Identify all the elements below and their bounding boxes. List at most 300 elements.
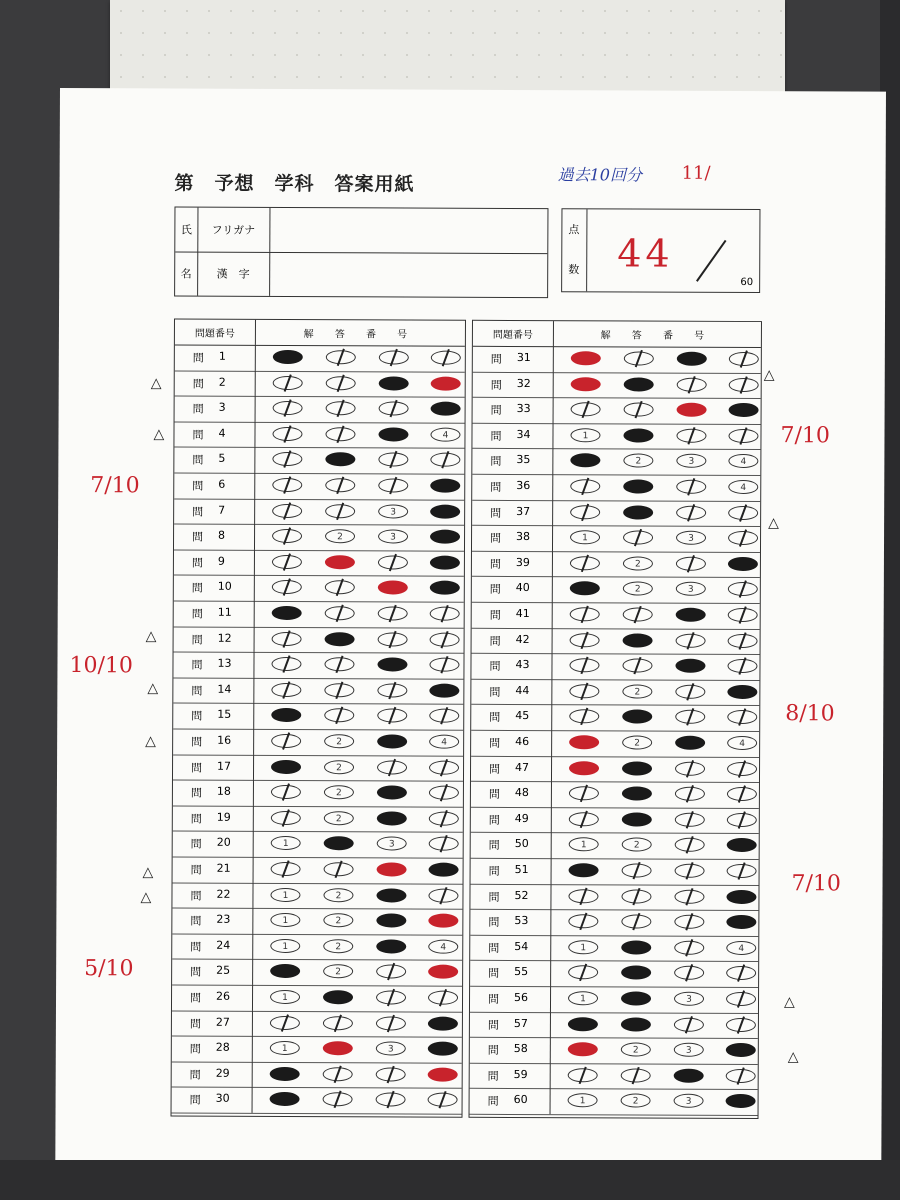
answer-bubble-4[interactable] <box>428 1016 458 1030</box>
answer-bubble-3[interactable] <box>675 761 705 775</box>
answer-bubble-4[interactable] <box>726 915 756 929</box>
answer-bubble-3[interactable] <box>675 864 705 878</box>
answer-bubble-1[interactable] <box>569 812 599 826</box>
answer-bubble-3[interactable] <box>378 581 408 595</box>
answer-bubble-3[interactable] <box>676 428 706 442</box>
answer-bubble-1[interactable] <box>271 760 301 774</box>
answer-bubble-3[interactable] <box>677 377 707 391</box>
answer-bubble-3[interactable]: 3 <box>376 1042 406 1056</box>
answer-bubble-2[interactable]: 2 <box>323 965 353 979</box>
answer-bubble-4[interactable] <box>726 1018 756 1032</box>
question-prefix: 問 <box>490 429 502 443</box>
answer-bubble-3[interactable] <box>675 838 705 852</box>
answer-bubble-4[interactable] <box>429 786 459 800</box>
answer-bubble-3[interactable]: 3 <box>378 530 408 544</box>
answer-bubble-3[interactable] <box>376 1067 406 1081</box>
answer-bubble-3[interactable] <box>674 940 704 954</box>
answer-bubble-1[interactable] <box>568 1042 598 1056</box>
question-number: 24 <box>216 938 231 952</box>
answer-bubble-2[interactable] <box>326 350 356 364</box>
answer-bubble-4[interactable] <box>430 479 460 493</box>
answer-bubble-3[interactable] <box>377 811 407 825</box>
question-prefix: 問 <box>191 581 203 596</box>
answer-bubble-4[interactable] <box>428 1067 458 1081</box>
answer-bubble-4[interactable] <box>727 813 757 827</box>
answer-bubble-2[interactable] <box>325 632 355 646</box>
answer-row <box>174 498 464 526</box>
answer-bubble-3[interactable] <box>676 633 706 647</box>
answer-bubble-4[interactable] <box>727 787 757 801</box>
answer-bubble-2[interactable] <box>325 478 355 492</box>
answer-bubble-1[interactable]: 1 <box>570 428 600 442</box>
answer-bubble-2[interactable] <box>621 1017 651 1031</box>
answer-bubble-3[interactable] <box>377 709 407 723</box>
question-cell <box>472 423 553 449</box>
answer-bubble-4[interactable] <box>428 888 458 902</box>
answer-bubble-1[interactable] <box>570 556 600 570</box>
answer-bubble-2[interactable] <box>622 659 652 673</box>
triangle-mark: △ <box>142 864 154 881</box>
answer-bubble-1[interactable] <box>272 555 302 569</box>
answer-bubble-4[interactable] <box>728 634 758 648</box>
answer-bubble-2[interactable] <box>324 862 354 876</box>
answer-bubble-2[interactable] <box>623 633 653 647</box>
answer-bubble-1[interactable] <box>570 505 600 519</box>
answer-bubble-2[interactable] <box>621 966 651 980</box>
answer-bubble-3[interactable]: 3 <box>676 454 706 468</box>
answer-bubble-2[interactable]: 2 <box>324 734 354 748</box>
answer-bubble-4[interactable] <box>729 403 759 417</box>
question-number: 26 <box>216 989 231 1003</box>
answer-bubble-2[interactable] <box>623 428 653 442</box>
answer-bubble-4[interactable] <box>430 504 460 518</box>
answer-row <box>473 346 761 374</box>
answer-bubble-2[interactable] <box>325 504 355 518</box>
answer-bubble-3[interactable] <box>378 453 408 467</box>
answer-bubble-4[interactable] <box>430 581 460 595</box>
answer-bubble-1[interactable]: 1 <box>568 1094 598 1108</box>
answer-bubble-4[interactable] <box>428 965 458 979</box>
answer-sheet <box>55 88 886 1164</box>
question-cell <box>172 984 253 1010</box>
answer-bubble-2[interactable] <box>622 761 652 775</box>
answer-bubble-4[interactable] <box>428 914 458 928</box>
question-number: 25 <box>216 964 231 978</box>
question-number: 30 <box>215 1092 230 1106</box>
answer-bubble-2[interactable]: 2 <box>622 735 652 749</box>
answer-bubble-1[interactable] <box>569 658 599 672</box>
answer-bubble-1[interactable] <box>569 710 599 724</box>
answer-bubble-1[interactable] <box>571 402 601 416</box>
answer-bubble-1[interactable] <box>570 582 600 596</box>
answer-bubble-3[interactable] <box>675 736 705 750</box>
answer-bubble-3[interactable] <box>378 606 408 620</box>
answer-bubble-2[interactable] <box>323 1041 353 1055</box>
answer-bubble-4[interactable] <box>727 685 757 699</box>
answer-bubble-4[interactable] <box>728 429 758 443</box>
answer-bubble-3[interactable]: 3 <box>378 504 408 518</box>
answer-bubble-4[interactable] <box>430 530 460 544</box>
answer-bubble-4[interactable] <box>726 890 756 904</box>
answer-bubble-3[interactable] <box>674 889 704 903</box>
question-cell <box>173 703 254 729</box>
answer-bubble-4[interactable] <box>726 1094 756 1108</box>
answer-bubble-4[interactable] <box>431 402 461 416</box>
answer-bubble-4[interactable] <box>430 555 460 569</box>
answer-bubble-4[interactable] <box>429 658 459 672</box>
question-number: 34 <box>516 427 531 441</box>
answer-bubble-1[interactable] <box>569 684 599 698</box>
answer-bubble-1[interactable]: 1 <box>270 990 300 1004</box>
answer-bubble-3[interactable]: 3 <box>674 992 704 1006</box>
answer-row <box>471 781 759 809</box>
answer-bubble-2[interactable] <box>325 606 355 620</box>
answer-bubble-2[interactable] <box>323 1067 353 1081</box>
answer-bubble-1[interactable] <box>270 1067 300 1081</box>
answer-bubble-1[interactable] <box>568 1017 598 1031</box>
answer-row <box>473 371 761 399</box>
answer-bubble-4[interactable] <box>429 683 459 697</box>
answer-bubble-4[interactable] <box>430 607 460 621</box>
question-number: 12 <box>217 631 232 645</box>
question-prefix: 問 <box>488 890 500 904</box>
answer-bubble-3[interactable] <box>675 787 705 801</box>
answer-bubble-4[interactable] <box>726 992 756 1006</box>
answer-bubble-1[interactable] <box>571 377 601 391</box>
question-prefix: 問 <box>190 837 202 852</box>
answer-bubble-4[interactable] <box>727 838 757 852</box>
answer-bubble-2[interactable]: 2 <box>621 1043 651 1057</box>
answer-bubble-1[interactable] <box>271 708 301 722</box>
answer-bubble-3[interactable] <box>675 659 705 673</box>
answer-bubble-3[interactable] <box>376 965 406 979</box>
answer-bubble-4[interactable] <box>726 1043 756 1057</box>
answer-bubble-4[interactable]: 4 <box>728 480 758 494</box>
answer-bubble-3[interactable] <box>677 403 707 417</box>
answer-bubble-1[interactable] <box>272 427 302 441</box>
answer-bubble-1[interactable] <box>270 1092 300 1106</box>
answer-bubble-3[interactable] <box>378 478 408 492</box>
answer-bubble-4[interactable] <box>729 378 759 392</box>
question-number: 56 <box>514 990 529 1005</box>
question-number: 31 <box>516 350 531 365</box>
question-prefix: 問 <box>191 607 203 621</box>
answer-bubble-1[interactable] <box>568 1068 598 1082</box>
answer-bubble-4[interactable]: 4 <box>727 736 757 750</box>
answer-row <box>172 1010 462 1038</box>
answer-bubble-1[interactable] <box>568 914 598 928</box>
answer-bubble-4[interactable] <box>727 762 757 776</box>
answer-bubble-1[interactable] <box>570 607 600 621</box>
answer-bubble-3[interactable]: 3 <box>676 531 706 545</box>
question-cell <box>173 780 254 806</box>
answer-bubble-3[interactable]: 3 <box>377 837 407 851</box>
question-cell <box>472 474 553 500</box>
answer-bubble-3[interactable] <box>377 734 407 748</box>
answer-bubble-3[interactable]: 3 <box>674 1094 704 1108</box>
question-number: 10 <box>217 580 232 594</box>
answer-bubble-1[interactable] <box>272 606 302 620</box>
answer-bubble-1[interactable]: 1 <box>270 1041 300 1055</box>
answer-bubble-2[interactable] <box>621 991 651 1005</box>
answer-bubble-4[interactable] <box>431 376 461 390</box>
answer-bubble-2[interactable] <box>621 940 651 954</box>
answer-bubble-4[interactable] <box>728 557 758 571</box>
answer-bubble-4[interactable] <box>728 506 758 520</box>
answer-bubble-2[interactable] <box>624 377 654 391</box>
answer-bubble-2[interactable] <box>622 812 652 826</box>
answer-bubble-2[interactable] <box>621 1068 651 1082</box>
answer-bubble-1[interactable]: 1 <box>568 940 598 954</box>
answer-row <box>173 780 463 808</box>
answer-bubble-2[interactable] <box>324 709 354 723</box>
answer-bubble-1[interactable] <box>569 863 599 877</box>
answer-bubble-1[interactable] <box>569 761 599 775</box>
answer-bubble-2[interactable] <box>324 837 354 851</box>
answer-bubble-1[interactable]: 1 <box>270 888 300 902</box>
answer-bubble-2[interactable] <box>325 453 355 467</box>
answer-bubble-1[interactable]: 1 <box>271 836 301 850</box>
answer-bubble-4[interactable] <box>728 531 758 545</box>
answer-bubble-2[interactable] <box>623 505 653 519</box>
answer-bubble-1[interactable] <box>273 401 303 415</box>
answer-bubble-3[interactable] <box>377 658 407 672</box>
answer-row <box>472 551 760 579</box>
answer-bubble-2[interactable]: 2 <box>324 760 354 774</box>
question-prefix: 問 <box>190 914 202 928</box>
answer-bubble-2[interactable] <box>621 889 651 903</box>
answer-bubble-1[interactable] <box>569 786 599 800</box>
score-value: 44 <box>617 231 674 276</box>
question-header: 問題番号 <box>473 321 554 346</box>
answer-bubble-3[interactable] <box>676 505 706 519</box>
answer-bubble-1[interactable] <box>272 504 302 518</box>
answer-bubble-2[interactable] <box>623 607 653 621</box>
answer-bubble-3[interactable] <box>377 683 407 697</box>
answer-bubble-3[interactable] <box>675 710 705 724</box>
answer-bubble-3[interactable] <box>377 760 407 774</box>
answer-bubble-4[interactable] <box>430 453 460 467</box>
answer-bubble-2[interactable] <box>621 915 651 929</box>
answer-bubble-3[interactable] <box>677 352 707 366</box>
answer-bubble-4[interactable] <box>430 632 460 646</box>
answer-bubble-1[interactable] <box>272 478 302 492</box>
answer-bubble-2[interactable] <box>323 990 353 1004</box>
name-label-bottom: 名 <box>175 252 198 296</box>
question-cell <box>173 805 254 831</box>
answer-bubble-3[interactable] <box>376 914 406 928</box>
question-cell <box>173 754 254 780</box>
question-prefix: 問 <box>488 839 500 853</box>
answer-bubble-3[interactable] <box>674 1017 704 1031</box>
answer-bubble-1[interactable]: 1 <box>270 913 300 927</box>
answer-bubble-3[interactable] <box>675 684 705 698</box>
answer-bubble-2[interactable] <box>326 401 356 415</box>
answer-bubble-3[interactable] <box>376 939 406 953</box>
answer-bubble-3[interactable]: 3 <box>674 1043 704 1057</box>
answer-bubble-1[interactable] <box>271 862 301 876</box>
answer-bubble-4[interactable] <box>431 351 461 365</box>
question-cell <box>470 883 551 909</box>
answer-bubble-3[interactable] <box>376 1016 406 1030</box>
answer-bubble-2[interactable] <box>325 555 355 569</box>
answer-bubble-4[interactable]: 4 <box>726 941 756 955</box>
answer-bubble-1[interactable]: 1 <box>270 939 300 953</box>
answer-bubble-1[interactable] <box>570 633 600 647</box>
answer-row <box>172 959 462 987</box>
answer-bubble-4[interactable] <box>429 811 459 825</box>
answer-bubble-1[interactable]: 1 <box>569 838 599 852</box>
answer-bubble-4[interactable] <box>429 837 459 851</box>
question-prefix: 問 <box>488 941 500 955</box>
question-prefix: 問 <box>488 916 500 930</box>
answer-bubble-3[interactable] <box>376 990 406 1004</box>
answer-bubble-4[interactable]: 4 <box>429 735 459 749</box>
answer-bubble-2[interactable] <box>624 351 654 365</box>
answer-bubble-4[interactable] <box>727 710 757 724</box>
answer-bubble-3[interactable] <box>376 888 406 902</box>
answer-bubble-2[interactable] <box>623 479 653 493</box>
answer-bubble-4[interactable] <box>728 608 758 622</box>
answer-bubble-3[interactable] <box>376 1093 406 1107</box>
answer-bubble-3[interactable] <box>379 350 409 364</box>
answer-bubble-2[interactable]: 2 <box>324 785 354 799</box>
answer-bubble-2[interactable]: 2 <box>323 939 353 953</box>
answer-bubble-1[interactable] <box>271 811 301 825</box>
answer-row <box>173 831 463 859</box>
question-cell <box>173 652 254 678</box>
answer-row <box>471 832 759 860</box>
answer-bubble-2[interactable] <box>325 581 355 595</box>
question-number: 18 <box>216 784 231 798</box>
answer-bubble-2[interactable] <box>623 531 653 545</box>
answer-bubble-1[interactable] <box>270 1016 300 1030</box>
answer-bubble-2[interactable] <box>324 683 354 697</box>
answer-bubble-4[interactable] <box>428 1093 458 1107</box>
answer-bubble-1[interactable] <box>571 351 601 365</box>
answer-bubble-3[interactable] <box>378 555 408 569</box>
answer-bubble-1[interactable]: 1 <box>570 530 600 544</box>
answer-bubble-2[interactable] <box>624 403 654 417</box>
answer-bubble-1[interactable] <box>570 454 600 468</box>
answer-bubble-3[interactable] <box>378 427 408 441</box>
question-cell <box>472 525 553 551</box>
answer-bubble-2[interactable] <box>325 427 355 441</box>
answer-row <box>174 549 464 577</box>
answer-bubble-2[interactable] <box>323 1016 353 1030</box>
answer-row <box>470 960 758 988</box>
answer-bubble-2[interactable]: 2 <box>623 582 653 596</box>
answer-bubble-4[interactable] <box>429 709 459 723</box>
answer-bubble-3[interactable] <box>379 402 409 416</box>
answer-bubble-3[interactable] <box>674 1068 704 1082</box>
answer-bubble-1[interactable] <box>272 580 302 594</box>
answer-bubble-4[interactable] <box>727 659 757 673</box>
answer-bubble-1[interactable] <box>273 350 303 364</box>
answer-bubble-4[interactable] <box>429 863 459 877</box>
answer-bubble-1[interactable] <box>568 889 598 903</box>
answer-bubble-4[interactable] <box>728 582 758 596</box>
answer-bubble-2[interactable]: 2 <box>623 454 653 468</box>
answer-header: 解 答 番 号 <box>600 330 714 342</box>
question-number: 4 <box>218 426 226 440</box>
answer-bubble-3[interactable] <box>674 966 704 980</box>
answer-bubble-4[interactable] <box>729 352 759 366</box>
question-number: 3 <box>218 400 226 414</box>
answer-bubble-2[interactable]: 2 <box>325 529 355 543</box>
answer-bubble-3[interactable] <box>676 608 706 622</box>
answer-bubble-3[interactable]: 3 <box>676 582 706 596</box>
answer-bubble-4[interactable]: 4 <box>430 427 460 441</box>
answer-bubble-1[interactable] <box>271 785 301 799</box>
answer-bubble-4[interactable] <box>428 1042 458 1056</box>
question-number: 47 <box>515 760 530 774</box>
answer-bubble-3[interactable] <box>378 632 408 646</box>
handwritten-mark: 11/ <box>681 162 711 184</box>
answer-bubble-2[interactable]: 2 <box>323 913 353 927</box>
answer-bubble-1[interactable] <box>272 529 302 543</box>
answer-bubble-3[interactable] <box>676 480 706 494</box>
answer-bubble-2[interactable]: 2 <box>622 838 652 852</box>
answer-bubble-2[interactable] <box>323 1093 353 1107</box>
answer-bubble-1[interactable] <box>270 964 300 978</box>
answer-bubble-3[interactable] <box>377 862 407 876</box>
answer-bubble-4[interactable] <box>727 864 757 878</box>
answer-bubble-1[interactable] <box>271 683 301 697</box>
answer-bubble-2[interactable] <box>622 863 652 877</box>
answer-bubble-2[interactable]: 2 <box>623 556 653 570</box>
answer-bubble-2[interactable] <box>326 376 356 390</box>
answer-bubble-1[interactable] <box>568 966 598 980</box>
answer-bubble-1[interactable] <box>570 479 600 493</box>
answer-bubble-4[interactable] <box>429 760 459 774</box>
answer-bubble-1[interactable] <box>273 376 303 390</box>
answer-bubble-2[interactable]: 2 <box>621 1094 651 1108</box>
answer-bubble-2[interactable]: 2 <box>622 684 652 698</box>
answer-bubble-2[interactable] <box>324 657 354 671</box>
question-number: 54 <box>514 939 529 953</box>
section-score: 7/10 <box>791 871 841 897</box>
answer-bubble-4[interactable]: 4 <box>728 454 758 468</box>
answer-bubble-1[interactable] <box>272 632 302 646</box>
answer-bubble-2[interactable]: 2 <box>323 888 353 902</box>
question-prefix: 問 <box>490 532 502 546</box>
answer-bubble-3[interactable] <box>379 376 409 390</box>
answer-bubble-3[interactable] <box>377 786 407 800</box>
answer-bubble-2[interactable]: 2 <box>324 811 354 825</box>
answer-bubble-4[interactable] <box>428 991 458 1005</box>
answer-bubble-1[interactable] <box>271 657 301 671</box>
answer-bubble-1[interactable] <box>569 735 599 749</box>
answer-bubble-1[interactable]: 1 <box>568 991 598 1005</box>
question-number: 60 <box>513 1093 528 1107</box>
question-prefix: 問 <box>190 991 202 1005</box>
answer-bubble-4[interactable] <box>726 1069 756 1083</box>
answer-row <box>470 1088 758 1116</box>
answer-bubble-1[interactable] <box>271 734 301 748</box>
question-cell <box>173 729 254 755</box>
answer-bubble-1[interactable] <box>272 452 302 466</box>
answer-bubble-4[interactable]: 4 <box>428 939 458 953</box>
answer-row <box>174 575 464 603</box>
answer-bubble-2[interactable] <box>622 710 652 724</box>
answer-bubble-3[interactable] <box>675 812 705 826</box>
answer-row <box>173 805 463 833</box>
answer-bubble-3[interactable] <box>676 556 706 570</box>
answer-bubble-2[interactable] <box>622 787 652 801</box>
answer-bubble-4[interactable] <box>726 966 756 980</box>
answer-bubble-3[interactable] <box>674 915 704 929</box>
